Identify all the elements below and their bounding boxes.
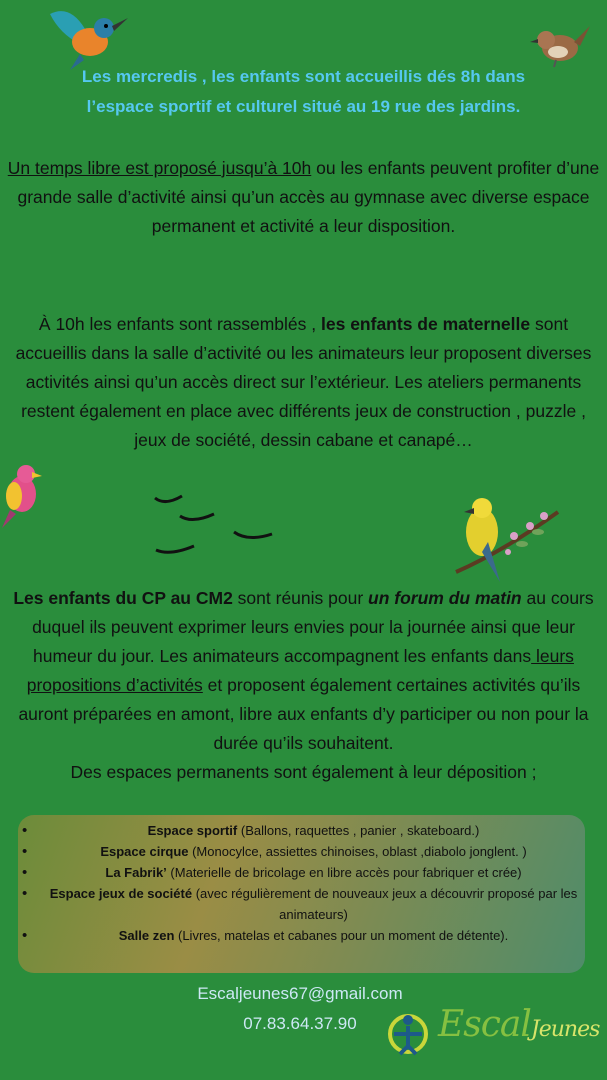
intro-line-2: l’espace sportif et culturel situé au 19 rue des jardins. xyxy=(86,97,521,116)
list-item xyxy=(18,925,585,946)
list-item xyxy=(18,841,585,862)
logo-part-2: Jeunes xyxy=(530,1017,600,1042)
escaljeunes-logo-icon xyxy=(384,1010,434,1056)
permanent-spaces-box xyxy=(18,815,585,973)
permanent-spaces-list xyxy=(18,815,585,946)
escaljeunes-logo-text xyxy=(438,1004,599,1045)
intro-line-1: Les mercredis , les enfants sont accueillis dés 8h dans xyxy=(81,67,526,86)
maternelle-text: sont accueillis dans la salle d’activité ou les animateurs leur proposent diverses activités ainsi qu’un accès direct sur l’extérieur. Les ateliers permanents restent également en place avec différents jeux de construction , puzzle , jeux de société, dessin cabane et canapé… xyxy=(15,314,592,450)
space-name: Espace jeux de société xyxy=(49,886,193,901)
forum-highlight: un forum du matin xyxy=(368,588,522,608)
maternelle-highlight: les enfants de maternelle xyxy=(321,314,531,334)
intro-text xyxy=(10,62,597,122)
space-name: Espace cirque xyxy=(100,844,189,859)
space-name: La Fabrik’ xyxy=(105,865,167,880)
maternelle-intro: À 10h les enfants sont rassemblés , xyxy=(38,314,321,334)
contact-phone[interactable]: 07.83.64.37.90 xyxy=(243,1014,357,1033)
cp-cm2-text-1: sont réunis pour xyxy=(232,588,369,608)
cp-cm2-paragraph xyxy=(4,584,603,787)
yellow-bird-branch-icon xyxy=(452,492,562,586)
contact-email[interactable]: Escaljeunes67@gmail.com xyxy=(197,984,403,1003)
free-time-text: ou les enfants peuvent profiter d’une grande salle d’activité ainsi qu’un accès au gymnase avec diverse espace permanent et activité a leur disposition. xyxy=(17,158,600,236)
space-name: Espace sportif xyxy=(147,823,238,838)
cp-cm2-highlight: Les enfants du CP au CM2 xyxy=(13,588,233,608)
flying-birds-icon xyxy=(150,492,280,562)
spaces-intro: Des espaces permanents sont également à leur déposition ; xyxy=(70,762,537,782)
list-item xyxy=(18,862,585,883)
logo-part-1: Escal xyxy=(438,1004,531,1045)
cp-cm2-text-3: et proposent également certaines activités qu’ils auront préparées en amont, libre aux enfants d’y participer ou non pour la durée qu’ils souhaitent. xyxy=(18,675,589,753)
maternelle-paragraph xyxy=(4,310,603,455)
propositions-highlight: leurs propositions d’activités xyxy=(26,646,574,695)
space-desc: (Monocylce, assiettes chinoises, oblast ,diabolo jonglent. ) xyxy=(188,844,527,859)
free-time-paragraph xyxy=(4,154,603,241)
free-time-highlight: Un temps libre est proposé jusqu’à 10h xyxy=(7,158,312,178)
space-desc: (Livres, matelas et cabanes pour un moment de détente). xyxy=(174,928,509,943)
space-desc: (avec régulièrement de nouveaux jeux a découvrir proposé par les animateurs) xyxy=(192,886,578,922)
list-item xyxy=(18,883,585,925)
space-desc: (Materielle de bricolage en libre accès pour fabriquer et crée) xyxy=(166,865,522,880)
space-name: Salle zen xyxy=(118,928,175,943)
list-item xyxy=(18,820,585,841)
space-desc: (Ballons, raquettes , panier , skateboard.) xyxy=(237,823,480,838)
cp-cm2-text-2: au cours duquel ils peuvent exprimer leurs envies pour la journée ainsi que leur humeur du jour. Les animateurs accompagnent les enfants dans xyxy=(32,588,594,666)
pink-bird-icon xyxy=(0,460,44,530)
